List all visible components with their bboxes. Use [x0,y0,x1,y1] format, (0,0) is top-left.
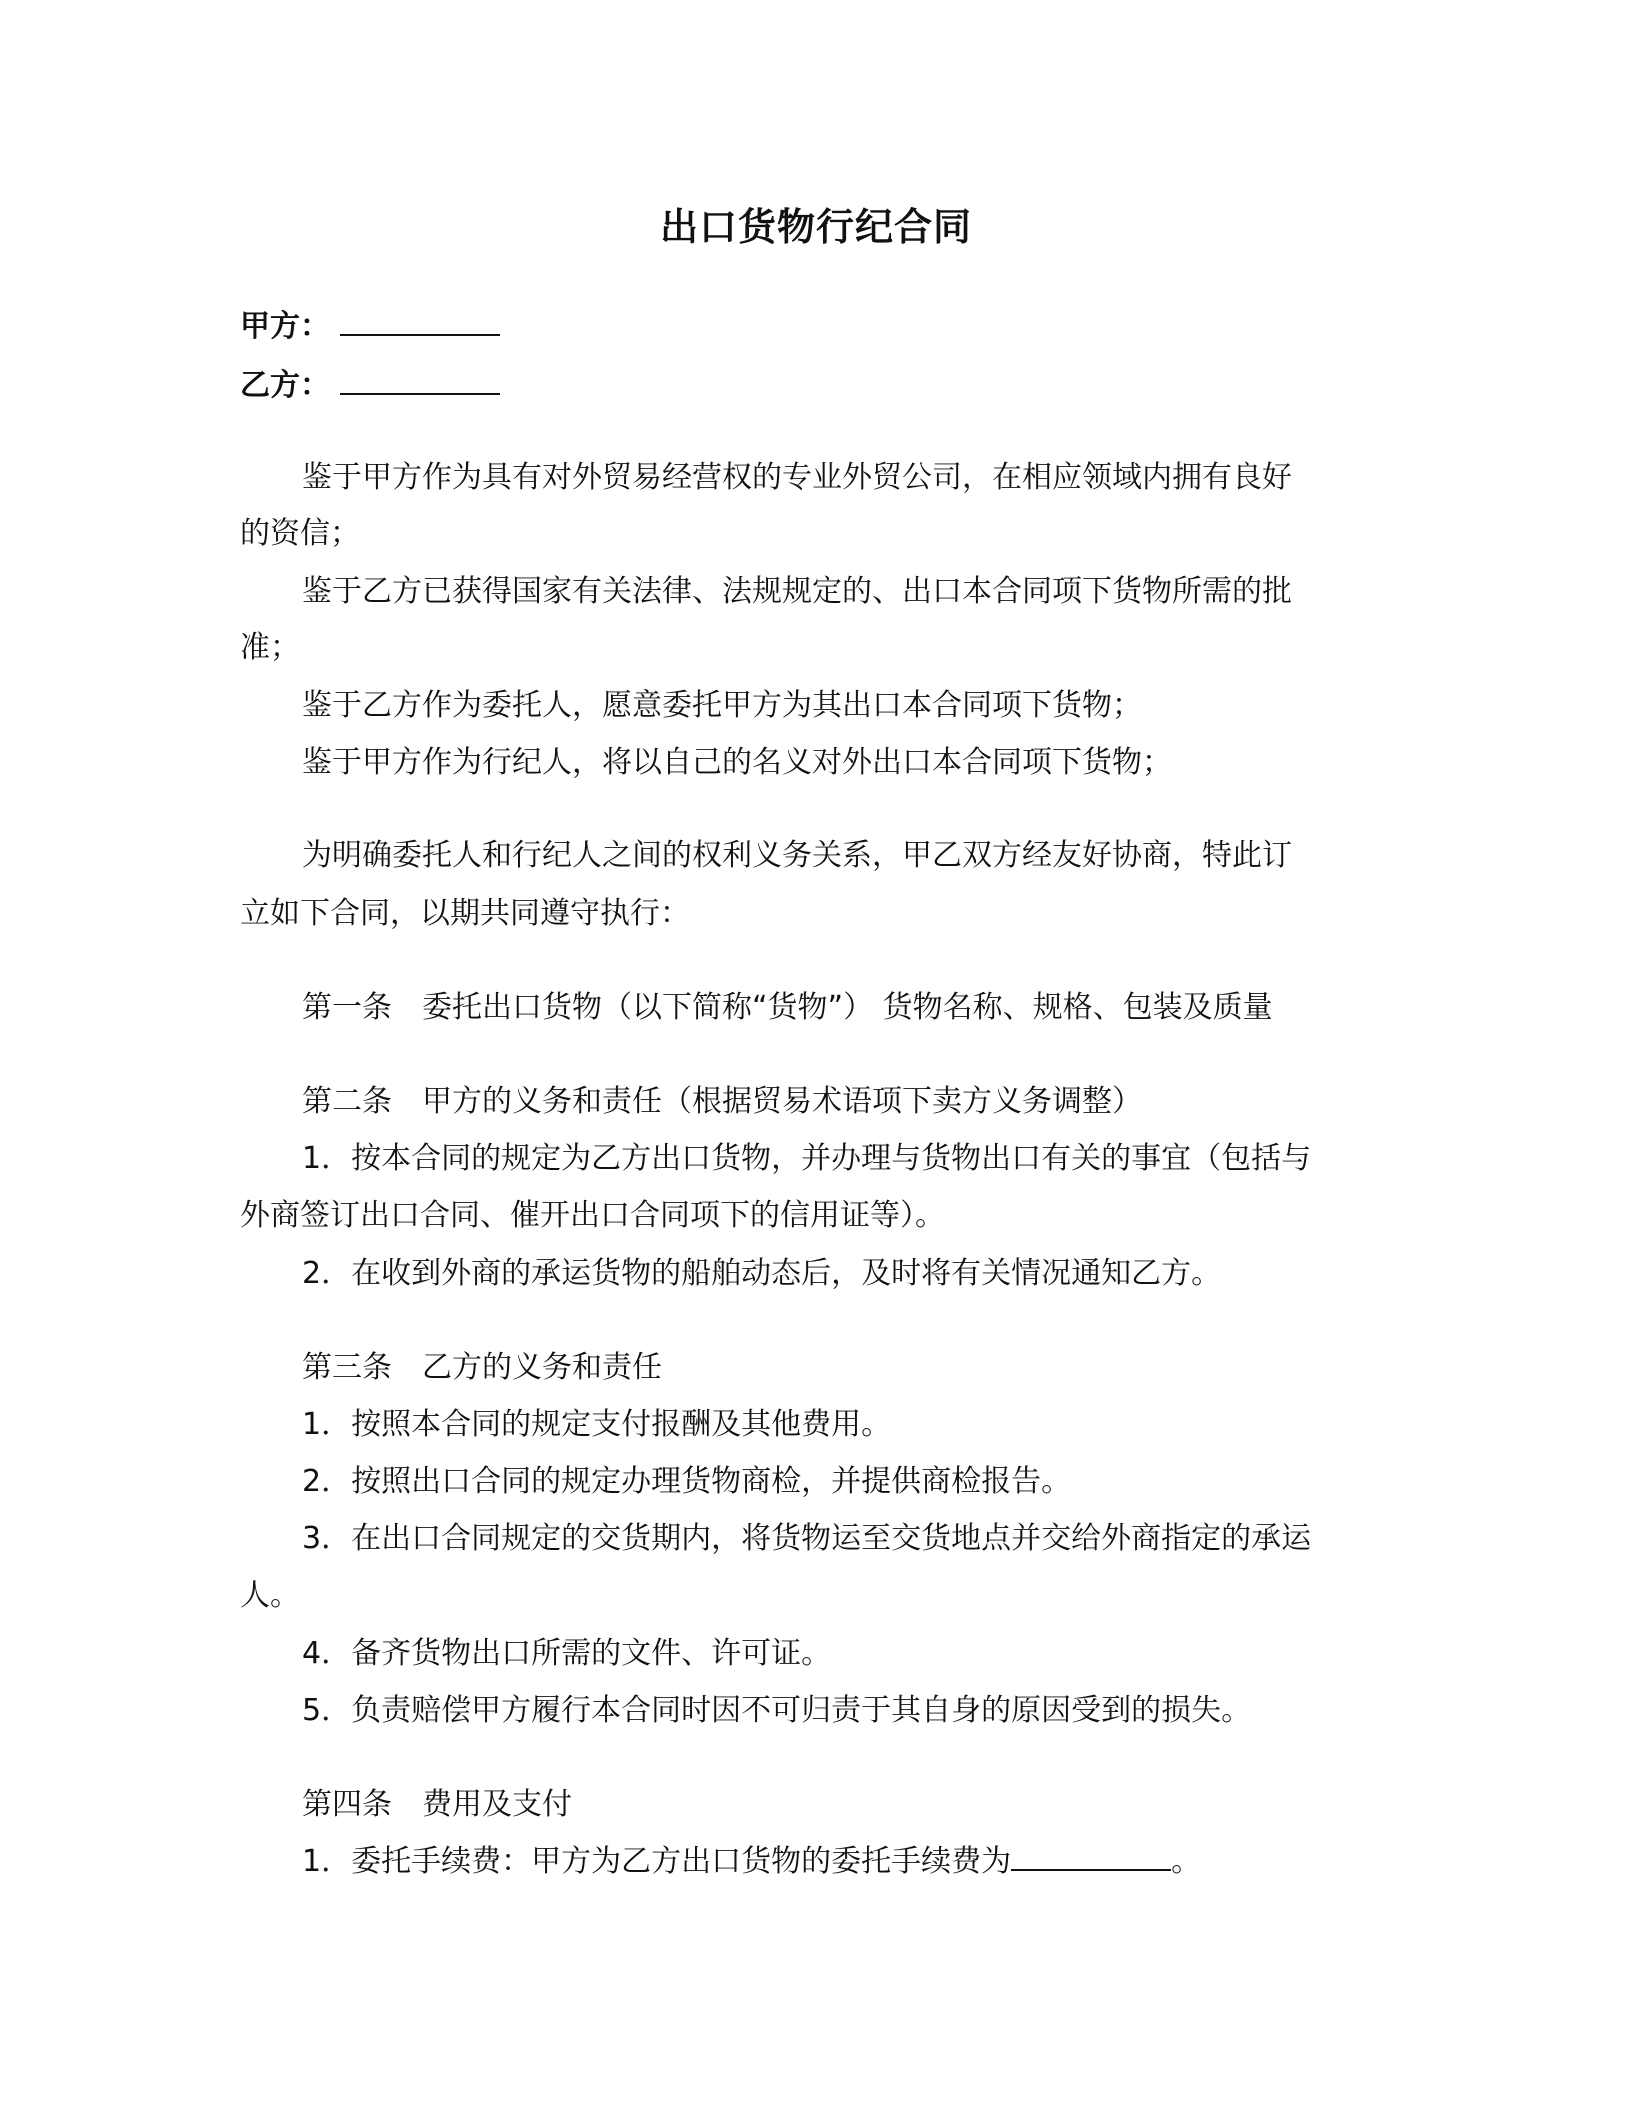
party-b-label: 乙方： [240,368,330,403]
article-2-heading: 第二条 甲方的义务和责任（根据贸易术语项下卖方义务调整） [302,1084,1142,1119]
document-title: 出口货物行纪合同 [659,205,972,249]
article-2-item-1-line-2: 外商签订出口合同、催开出口合同项下的信用证等）。 [240,1198,945,1233]
article-3-item-5: 5．负责赔偿甲方履行本合同时因不可归责于其自身的原因受到的损失。 [302,1693,1252,1728]
article-3-item-2: 2．按照出口合同的规定办理货物商检，并提供商检报告。 [302,1464,1072,1499]
recital-2-line-1: 鉴于乙方已获得国家有关法律、法规规定的、出口本合同项下货物所需的批 [302,574,1292,609]
article-3-item-3-line-2: 人。 [240,1578,300,1613]
recital-2-line-2: 准； [240,630,300,665]
party-b-line [240,366,500,406]
purpose-line-1: 为明确委托人和行纪人之间的权利义务关系，甲乙双方经友好协商，特此订 [302,838,1292,873]
purpose-line-2: 立如下合同，以期共同遵守执行： [240,896,690,931]
party-b-blank[interactable] [340,367,500,395]
fee-blank[interactable] [1011,1843,1171,1871]
recital-4: 鉴于甲方作为行纪人，将以自己的名义对外出口本合同项下货物； [302,745,1172,780]
article-3-item-1: 1．按照本合同的规定支付报酬及其他费用。 [302,1407,892,1442]
article-4-item-1 [302,1842,1201,1882]
article-4-item-1-text: 1．委托手续费：甲方为乙方出口货物的委托手续费为 [302,1844,1012,1879]
recital-3: 鉴于乙方作为委托人，愿意委托甲方为其出口本合同项下货物； [302,688,1142,723]
recital-1-line-2: 的资信； [240,516,360,551]
article-1-heading: 第一条 委托出口货物（以下简称“货物”） 货物名称、规格、包装及质量 [302,990,1273,1025]
party-a-blank[interactable] [340,308,500,336]
party-a-line [240,307,500,347]
recital-1-line-1: 鉴于甲方作为具有对外贸易经营权的专业外贸公司，在相应领域内拥有良好 [302,460,1292,495]
article-4-item-1-period: 。 [1171,1844,1202,1879]
article-3-item-4: 4．备齐货物出口所需的文件、许可证。 [302,1636,832,1671]
article-4-heading: 第四条 费用及支付 [302,1787,572,1822]
article-2-item-1-line-1: 1．按本合同的规定为乙方出口货物，并办理与货物出口有关的事宜（包括与 [302,1141,1312,1176]
article-2-item-2: 2．在收到外商的承运货物的船舶动态后，及时将有关情况通知乙方。 [302,1256,1222,1291]
article-3-heading: 第三条 乙方的义务和责任 [302,1350,662,1385]
article-3-item-3-line-1: 3．在出口合同规定的交货期内，将货物运至交货地点并交给外商指定的承运 [302,1521,1312,1556]
party-a-label: 甲方： [240,309,330,344]
